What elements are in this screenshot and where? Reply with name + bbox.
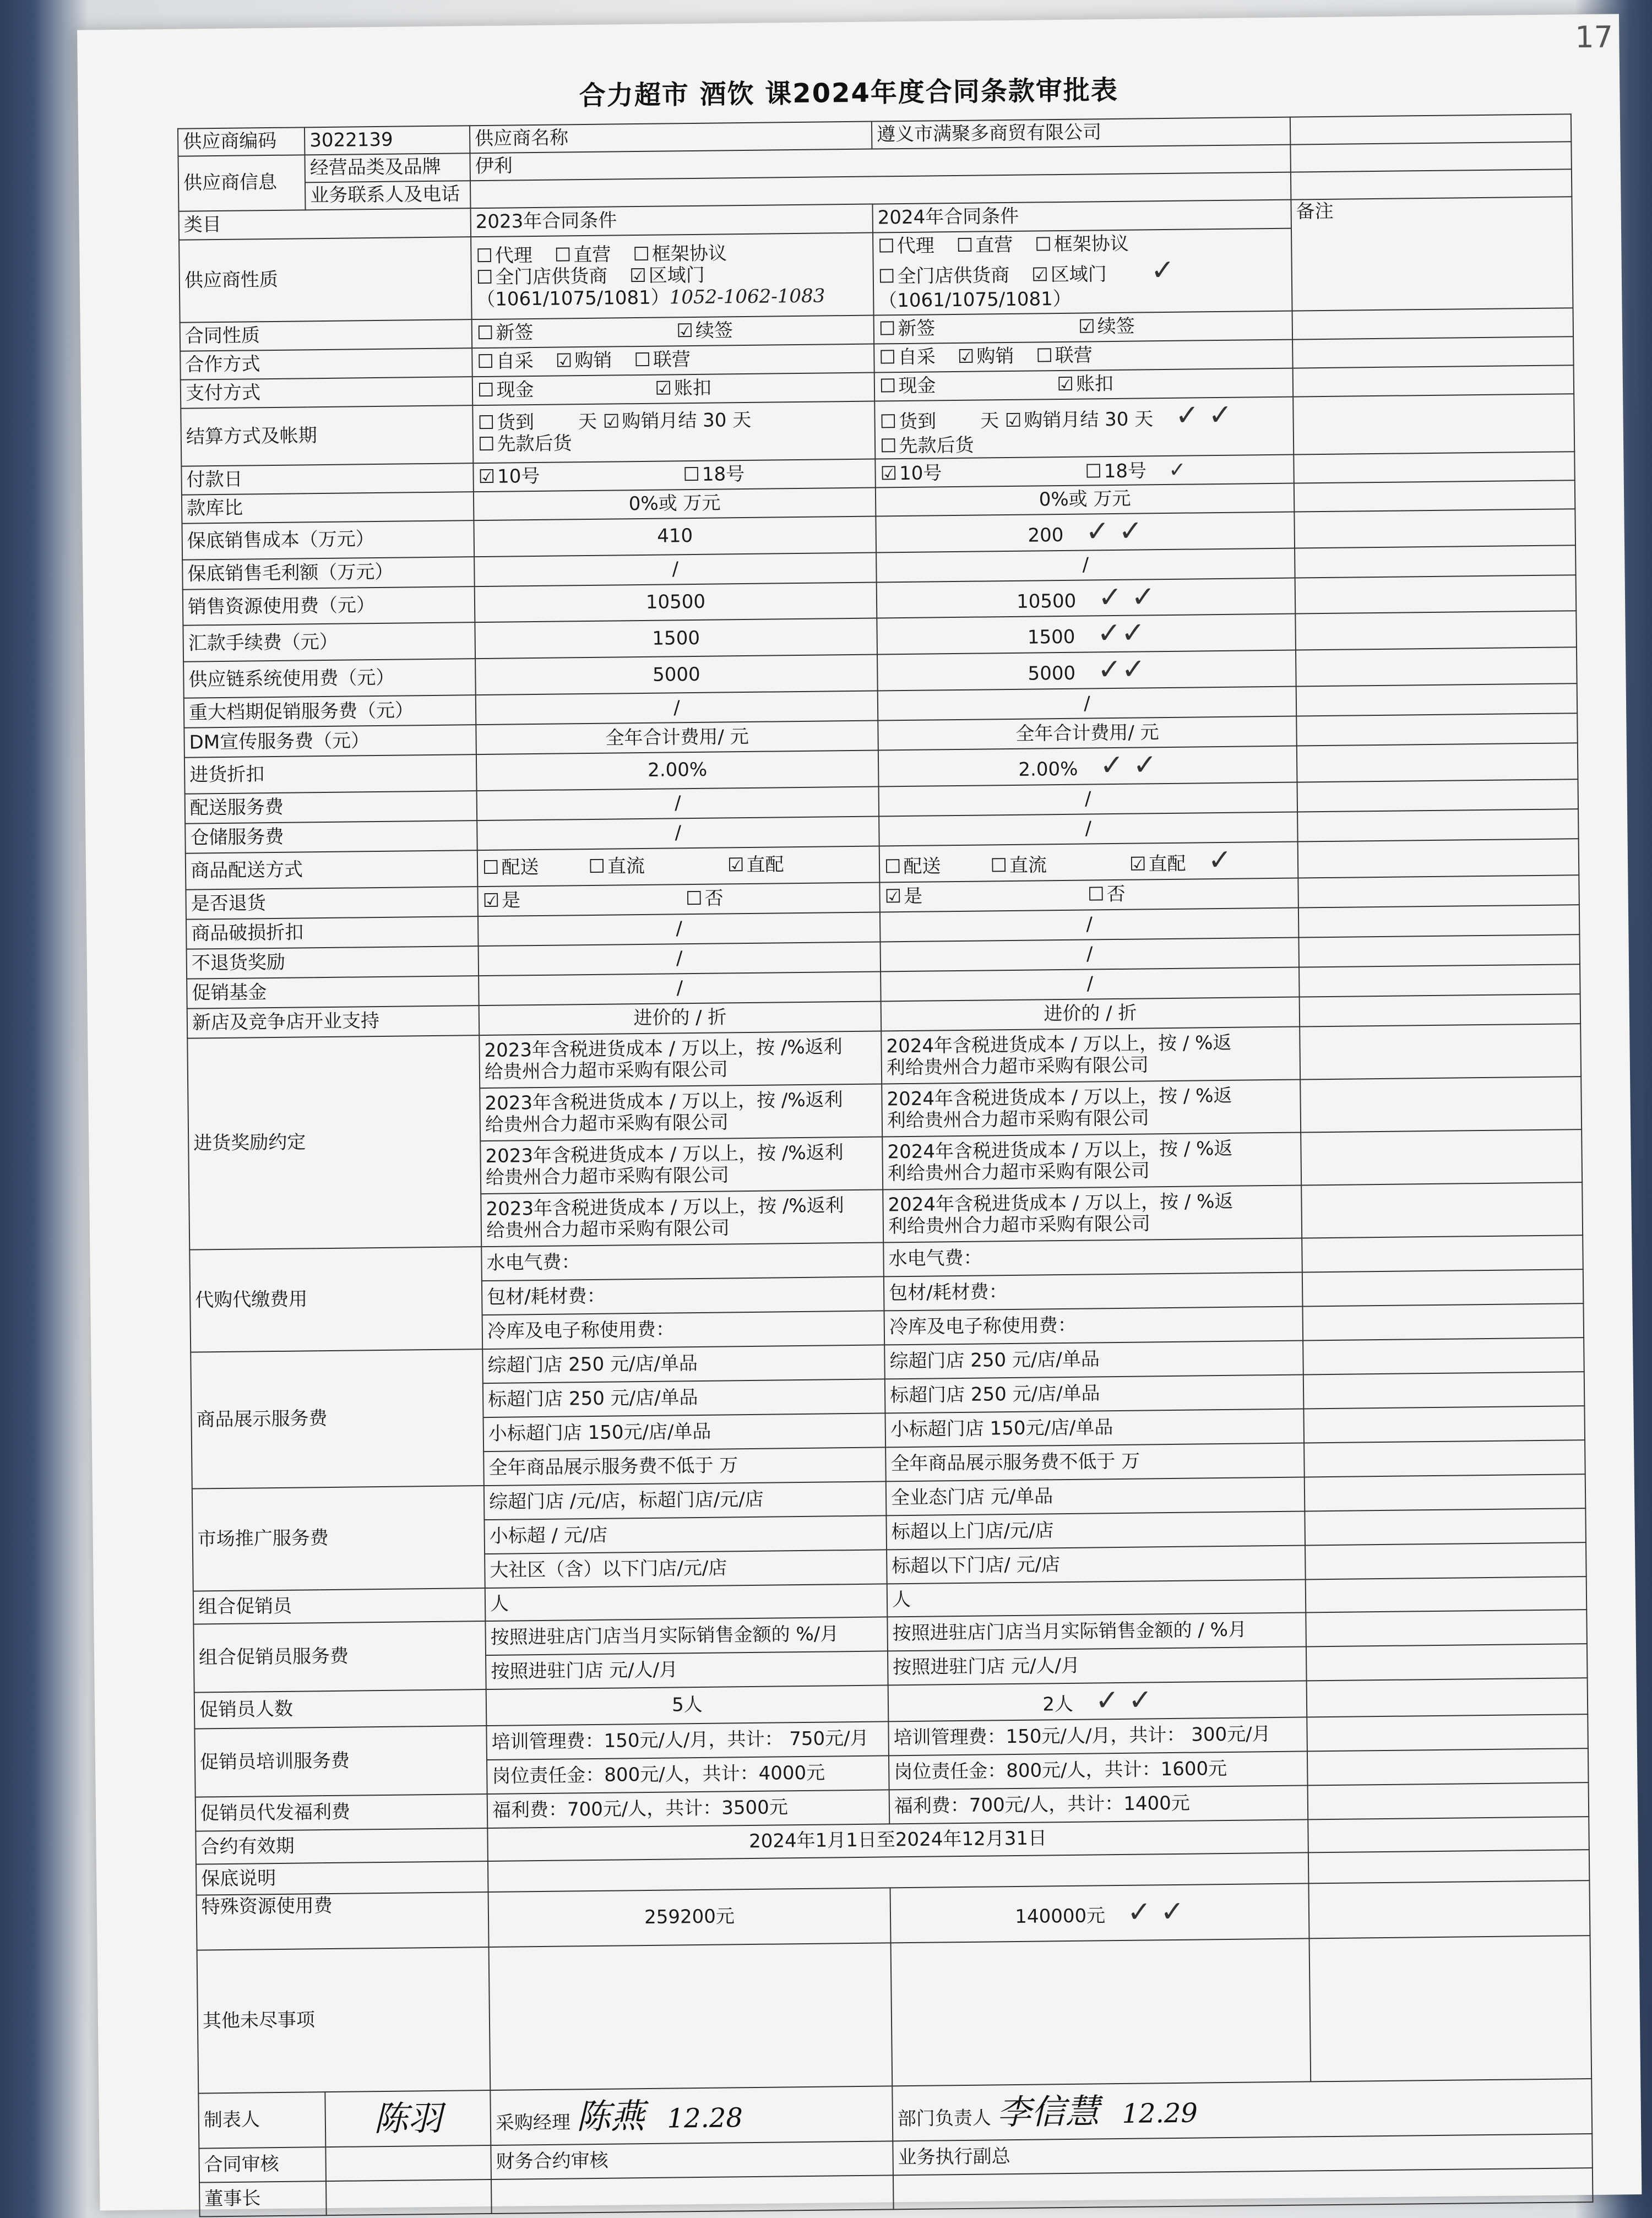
- check-mark-icon: ✓ ✓: [1100, 748, 1158, 782]
- fee-2023: 10500: [475, 582, 877, 622]
- return-2024: ☑ 是 ☐ 否: [879, 878, 1298, 912]
- contract-nature-2024: ☐ 新签 ☑ 续签: [874, 311, 1293, 344]
- fee-2023: /: [477, 786, 879, 820]
- checked-box-icon: ☑: [1078, 316, 1096, 339]
- special-2023: 259200元: [488, 1888, 891, 1947]
- fee-2024: 10500 ✓ ✓: [877, 578, 1296, 618]
- finance-label: 财务合约审核: [491, 2141, 893, 2179]
- fee-2023: 1500: [475, 618, 877, 659]
- checkbox-icon: ☐: [879, 411, 897, 433]
- reward-2023: 2023年含税进货成本 / 万以上，按 /%返利 给贵州合力超市采购有限公司: [480, 1084, 882, 1141]
- group-fee-2024: 按照进驻店门店当月实际销售金额的 / %月: [887, 1612, 1306, 1651]
- special-label: 特殊资源使用费: [197, 1892, 489, 1950]
- reward-label: 进货奖励约定: [187, 1035, 481, 1250]
- checkbox-icon: ☐: [1035, 233, 1052, 256]
- header-2024: 2024年合同条件: [872, 200, 1291, 233]
- display-2023: 全年商品展示服务费不低于 万: [483, 1447, 886, 1486]
- fee-label: DM宣传服务费（元）: [184, 725, 476, 758]
- check-mark-icon: ✓✓: [1097, 653, 1146, 687]
- fee-label: 重大档期促销服务费（元）: [184, 695, 476, 728]
- group-fee-2023: 按照进驻门店 元/人/月: [486, 1651, 888, 1689]
- audit-label: 合同审核: [199, 2147, 326, 2182]
- fee-2023: 2.00%: [476, 751, 879, 791]
- new-store-label: 新店及竞争店开业支持: [187, 1005, 480, 1039]
- fee-2024: 1500 ✓✓: [877, 614, 1296, 655]
- payment-2023: ☐ 现金 ☑ 账扣: [472, 373, 875, 406]
- fee-label: 进货折扣: [184, 754, 477, 793]
- check-mark-icon: ✓ ✓: [1127, 1895, 1185, 1929]
- new-store-2024: 进价的 / 折: [881, 997, 1300, 1031]
- fee-2024: /: [881, 967, 1300, 1001]
- fee-2024: 2.00% ✓ ✓: [878, 746, 1297, 787]
- checkbox-icon: ☐: [588, 855, 606, 878]
- validity-label: 合约有效期: [195, 1828, 488, 1864]
- settlement-2023: ☐ 货到 天 ☑ 购销月结 30 天 ☐ 先款后货: [472, 401, 875, 464]
- display-2024: 综超门店 250 元/店/单品: [884, 1340, 1303, 1379]
- header-remark: 备注: [1291, 197, 1573, 311]
- group-promoter-2023: 人: [485, 1584, 888, 1621]
- fee-2023: 全年合计费用/ 元: [476, 721, 878, 755]
- checkbox-icon: ☐: [477, 412, 495, 434]
- fee-2023: /: [477, 816, 879, 850]
- category-label: 经营品类及品牌: [305, 153, 470, 182]
- reward-2023: 2023年含税进货成本 / 万以上，按 /%返利 给贵州合力超市采购有限公司: [481, 1189, 883, 1247]
- supplier-info-label: 供应商信息: [178, 155, 305, 211]
- manager-date: 12.28: [667, 2102, 743, 2134]
- header-2023: 2023年合同条件: [471, 204, 873, 237]
- fee-2024: /: [880, 907, 1299, 942]
- special-2024: 140000元 ✓ ✓: [890, 1883, 1309, 1943]
- fee-2024: /: [879, 782, 1298, 816]
- checkbox-icon: ☐: [634, 349, 651, 372]
- checked-box-icon: ☑: [880, 463, 898, 485]
- checkbox-icon: ☐: [685, 887, 703, 910]
- supplier-code-label: 供应商编码: [178, 127, 305, 156]
- page-number: 17: [1575, 19, 1613, 55]
- checked-box-icon: ☑: [655, 377, 672, 400]
- group-promoter-2024: 人: [887, 1579, 1306, 1617]
- checkbox-icon: ☐: [683, 464, 700, 486]
- page-title: 合力超市 酒饮 课2024年度合同条款审批表: [579, 74, 1119, 112]
- checkbox-icon: ☐: [1087, 883, 1105, 906]
- other-label: 其他未尽事项: [197, 1947, 491, 2094]
- coop-2024: ☐ 自采 ☑ 购销 ☐ 联营: [874, 340, 1293, 373]
- guarantee-label: 保底说明: [196, 1861, 488, 1895]
- checkbox-icon: ☐: [878, 318, 896, 340]
- training-2024: 培训管理费：150元/人/月，共计： 300元/月: [888, 1717, 1307, 1755]
- checkbox-icon: ☐: [1036, 345, 1053, 367]
- fee-label: 不退货奖励: [187, 946, 479, 979]
- fee-label: 仓储服务费: [185, 820, 477, 854]
- checkbox-icon: ☐: [476, 267, 493, 289]
- fee-2023: /: [479, 971, 881, 1005]
- fee-label: 商品破损折扣: [186, 916, 479, 949]
- display-2024: 小标超门店 150元/店/单品: [885, 1409, 1304, 1447]
- maker-label: 制表人: [198, 2092, 325, 2148]
- training-2024: 岗位责任金：800元/人，共计：1600元: [889, 1751, 1308, 1790]
- checkbox-icon: ☐: [554, 244, 572, 267]
- reward-2024: 2024年含税进货成本 / 万以上，按 / %返 利给贵州合力超市采购有限公司: [882, 1079, 1301, 1137]
- dept-signature: 李信慧: [997, 2091, 1100, 2133]
- payment-label: 支付方式: [181, 377, 473, 409]
- checked-box-icon: ☑: [1004, 409, 1022, 432]
- checked-box-icon: ☑: [957, 346, 975, 368]
- promoter-count-2024: 2人 ✓ ✓: [888, 1681, 1307, 1721]
- checkbox-icon: ☐: [879, 434, 897, 458]
- welfare-2023: 福利费：700元/人，共计：3500元: [487, 1790, 890, 1828]
- check-mark-icon: ✓ ✓: [1085, 514, 1143, 548]
- display-2023: 小标超门店 150元/店/单品: [483, 1413, 885, 1452]
- fee-label: 供应链系统使用费（元）: [183, 659, 476, 698]
- fee-label: 保底销售成本（万元）: [182, 520, 474, 559]
- contract-sheet: [77, 14, 1642, 2210]
- delivery-2023: ☐ 配送 ☐ 直流 ☑ 直配: [477, 846, 880, 886]
- agency-label: 代购代缴费用: [189, 1247, 482, 1352]
- checkbox-icon: ☐: [482, 856, 499, 879]
- checked-box-icon: ☑: [482, 889, 500, 912]
- payment-2024: ☐ 现金 ☑ 账扣: [874, 368, 1294, 401]
- agency-2023: 包材/耗材费：: [482, 1276, 884, 1315]
- nature-2023: ☐ 代理 ☐ 直营 ☐ 框架协议 ☐ 全门店供货商 ☑ 区域门 （1061/1075/1081）1052-1062-1083: [471, 233, 874, 320]
- welfare-2024: 福利费：700元/人，共计：1400元: [889, 1785, 1308, 1824]
- fee-2024: /: [878, 687, 1297, 721]
- manager-signature: 陈燕: [576, 2096, 645, 2137]
- market-promo-2024: 标超以上门店/元/店: [886, 1511, 1305, 1550]
- checkbox-icon: ☐: [990, 854, 1008, 877]
- checked-box-icon: ☑: [602, 410, 620, 433]
- coop-2023: ☐ 自采 ☑ 购销 ☐ 联营: [472, 344, 874, 377]
- checkbox-icon: ☐: [477, 379, 494, 402]
- reward-2024: 2024年含税进货成本 / 万以上，按 / %返 利给贵州合力超市采购有限公司: [882, 1132, 1301, 1189]
- checked-box-icon: ☑: [478, 466, 496, 488]
- group-fee-2023: 按照进驻店门店当月实际销售金额的 %/月: [485, 1617, 888, 1655]
- display-label: 商品展示服务费: [191, 1349, 484, 1489]
- group-promoter-label: 组合促销员: [193, 1588, 486, 1624]
- group-fee-2024: 按照进驻门店 元/人/月: [888, 1646, 1307, 1685]
- reward-2023: 2023年含税进货成本 / 万以上，按 /%返利 给贵州合力超市采购有限公司: [480, 1137, 883, 1194]
- promoter-count-2023: 5人: [486, 1685, 889, 1726]
- display-2024: 全年商品展示服务费不低于 万: [885, 1443, 1305, 1481]
- handwritten-stores: 1052-1062-1083: [669, 285, 825, 308]
- validity-value: 2024年1月1日至2024年12月31日: [487, 1819, 1308, 1861]
- contact-label: 业务联系人及电话: [305, 181, 471, 210]
- group-fee-label: 组合促销员服务费: [193, 1621, 486, 1693]
- checked-box-icon: ☑: [676, 320, 694, 343]
- approval-table: [177, 113, 1594, 2217]
- fee-2024: /: [879, 812, 1298, 846]
- ratio-2024: 0%或 万元: [876, 483, 1295, 516]
- fee-2024: 5000 ✓✓: [877, 650, 1296, 691]
- checked-box-icon: ☑: [629, 265, 646, 287]
- contract-nature-2023: ☐ 新签 ☑ 续签: [472, 316, 874, 349]
- fee-2023: 410: [474, 516, 876, 556]
- agency-2024: 水电气费：: [883, 1238, 1302, 1276]
- check-mark-icon: ✓ ✓: [1097, 580, 1156, 614]
- fee-label: 促销基金: [187, 976, 479, 1009]
- agency-2024: 包材/耗材费：: [884, 1272, 1303, 1311]
- checkbox-icon: ☐: [879, 375, 896, 398]
- display-2023: 综超门店 250 元/店/单品: [482, 1345, 885, 1383]
- return-label: 是否退货: [186, 887, 478, 920]
- reward-2024: 2024年含税进货成本 / 万以上，按 / %返 利给贵州合力超市采购有限公司: [881, 1026, 1300, 1084]
- fee-2024: 200 ✓ ✓: [876, 512, 1295, 552]
- check-mark-icon: ✓ ✓: [1095, 1683, 1153, 1717]
- fee-2023: /: [476, 691, 878, 725]
- fee-2024: 全年合计费用/ 元: [878, 716, 1297, 751]
- delivery-label: 商品配送方式: [186, 850, 478, 889]
- reward-2023: 2023年含税进货成本 / 万以上，按 /%返利 给贵州合力超市采购有限公司: [479, 1031, 882, 1088]
- checkbox-icon: ☐: [956, 234, 974, 257]
- fee-2024: /: [880, 937, 1299, 971]
- display-2024: 标超门店 250 元/店/单品: [885, 1374, 1304, 1413]
- checkbox-icon: ☐: [879, 346, 896, 369]
- fee-2023: /: [474, 552, 877, 586]
- training-2023: 岗位责任金：800元/人，共计：4000元: [487, 1755, 889, 1794]
- nature-2024: ☐ 代理 ☐ 直营 ☐ 框架协议 ☐ 全门店供货商 ☑ 区域门 ✓ （1061/1075/1081）: [873, 229, 1292, 316]
- market-promo-2023: 小标超 / 元/店: [484, 1515, 887, 1554]
- checkbox-icon: ☐: [476, 245, 493, 268]
- nature-label: 供应商性质: [179, 237, 472, 323]
- agency-2023: 冷库及电子称使用费：: [482, 1311, 885, 1349]
- settlement-label: 结算方式及帐期: [181, 405, 473, 466]
- check-mark-icon: ✓: [1150, 253, 1175, 287]
- checkbox-icon: ☐: [476, 322, 494, 345]
- payday-2023: ☑ 10号 ☐ 18号: [473, 459, 876, 492]
- market-promo-2023: 大社区（含）以下门店/元/店: [485, 1550, 887, 1588]
- header-item: 类目: [179, 208, 471, 240]
- checkbox-icon: ☐: [477, 351, 494, 373]
- maker-signature: 陈羽: [325, 2090, 491, 2147]
- market-promo-2023: 综超门店 /元/店，标超门店/元/店: [484, 1481, 887, 1520]
- reward-2024: 2024年含税进货成本 / 万以上，按 / %返 利给贵州合力超市采购有限公司: [883, 1185, 1302, 1242]
- checkbox-icon: ☐: [633, 243, 650, 266]
- checkbox-icon: ☐: [884, 855, 901, 878]
- fee-2023: /: [478, 912, 881, 946]
- checked-box-icon: ☑: [884, 885, 902, 908]
- agency-2023: 水电气费：: [481, 1242, 884, 1281]
- agency-2024: 冷库及电子称使用费：: [884, 1306, 1303, 1345]
- ratio-2023: 0%或 万元: [474, 487, 876, 520]
- checked-box-icon: ☑: [1129, 853, 1146, 876]
- dept-date: 12.29: [1122, 2097, 1198, 2130]
- fee-label: 汇款手续费（元）: [183, 623, 475, 662]
- promoter-count-label: 促销员人数: [194, 1689, 487, 1729]
- checkbox-icon: ☐: [1085, 460, 1102, 483]
- payday-2024: ☑ 10号 ☐ 18号 ✓: [875, 454, 1294, 487]
- contract-nature-label: 合同性质: [180, 319, 472, 351]
- table-row: [197, 1936, 1592, 2093]
- check-mark-icon: ✓: [1208, 843, 1232, 877]
- training-label: 促销员培训服务费: [194, 1726, 487, 1797]
- checked-box-icon: ☑: [727, 854, 745, 877]
- checkbox-icon: ☐: [477, 433, 495, 456]
- checked-box-icon: ☑: [555, 350, 573, 373]
- check-mark-icon: ✓ ✓: [1175, 398, 1233, 432]
- market-promo-2024: 全业态门店 元/单品: [886, 1477, 1305, 1515]
- fee-2023: /: [479, 942, 881, 976]
- dept-cell: 部门负责人 李信慧 12.29: [892, 2079, 1592, 2141]
- market-promo-label: 市场推广服务费: [192, 1486, 485, 1591]
- manager-cell: 采购经理 陈燕 12.28: [490, 2086, 893, 2145]
- market-promo-2024: 标超以下门店/ 元/店: [887, 1545, 1306, 1584]
- welfare-label: 促销员代发福利费: [195, 1794, 488, 1831]
- fee-2023: 5000: [475, 655, 878, 695]
- settlement-2024: ☐ 货到 天 ☑ 购销月结 30 天 ✓ ✓ ☐ 先款后货: [874, 397, 1294, 459]
- supplier-name: 遵义市满聚多商贸有限公司: [872, 117, 1290, 149]
- coop-label: 合作方式: [180, 348, 472, 380]
- chairman-label: 董事长: [199, 2181, 327, 2216]
- training-2023: 培训管理费：150元/人/月，共计： 750元/月: [486, 1721, 889, 1760]
- category-value: 伊利: [470, 145, 1290, 181]
- new-store-2023: 进价的 / 折: [479, 1001, 882, 1035]
- payday-label: 付款日: [181, 463, 474, 495]
- fee-label: 配送服务费: [185, 791, 477, 824]
- checkbox-icon: ☐: [878, 235, 895, 258]
- checkbox-icon: ☐: [878, 265, 895, 288]
- ratio-label: 款库比: [182, 492, 474, 524]
- fee-2024: /: [876, 548, 1295, 582]
- checked-box-icon: ☑: [1031, 264, 1049, 286]
- delivery-2024: ☐ 配送 ☐ 直流 ☑ 直配 ✓: [879, 841, 1298, 882]
- fee-label: 保底销售毛利额（万元）: [182, 557, 475, 590]
- exec-label: 业务执行副总: [893, 2134, 1593, 2175]
- checked-box-icon: ☑: [1057, 373, 1074, 396]
- fee-label: 销售资源使用费（元）: [183, 586, 475, 626]
- display-2023: 标超门店 250 元/店/单品: [483, 1379, 885, 1417]
- supplier-code: 3022139: [305, 126, 470, 155]
- supplier-name-label: 供应商名称: [470, 122, 872, 154]
- return-2023: ☑ 是 ☐ 否: [477, 882, 880, 916]
- check-mark-icon: ✓: [1168, 457, 1187, 482]
- check-mark-icon: ✓✓: [1097, 616, 1145, 650]
